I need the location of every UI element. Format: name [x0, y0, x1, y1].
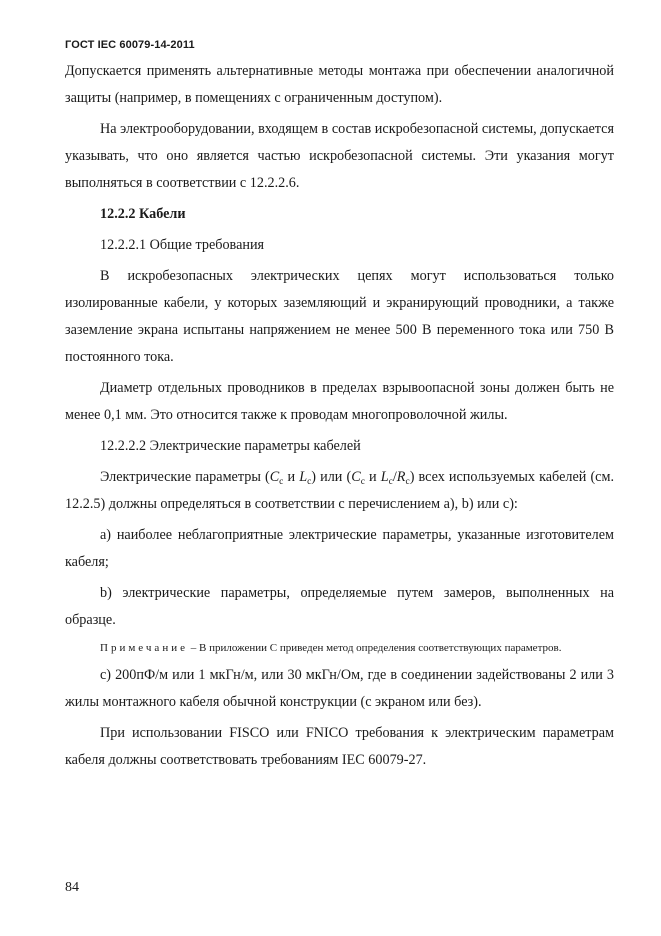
- list-item-c: с) 200пФ/м или 1 мкГн/м, или 30 мкГн/Ом, где в соединении задействованы 2 или 3 жилы монтажного кабеля обычной конструкции (с экраном или без).: [65, 667, 614, 710]
- paragraph-alt-methods: Допускается применять альтернативные методы монтажа при обеспечении аналогичной защиты (например, в помещениях с ограниченным доступом).: [65, 63, 614, 106]
- page-number: 84: [65, 880, 79, 895]
- paragraph-insulated-cables: В искробезопасных электрических цепях могут использоваться только изолированные кабели, у которых заземляющий и экранирующий проводники, а также заземление экрана испытаны напряжением не менее 500 В переменного тока или 750 В постоянного тока.: [65, 268, 614, 365]
- paragraph-cable-params: Электрические параметры ($C_c$ и $L_c$) или ($C_c$ и $L_c/R_c$) всех используемых кабелей (см. 12.2.5) должны определяться в соответствии с перечислением а), b) или с):: [65, 469, 615, 512]
- note-text: – В приложении С приведен метод определения соответствующих параметров.: [187, 642, 562, 654]
- paragraph-conductor-diameter: Диаметр отдельных проводников в пределах взрывоопасной зоны должен быть не менее 0,1 мм. Это относится также к проводам многопроволочной жилы.: [65, 380, 614, 423]
- subsection-heading-general: 12.2.2.1 Общие требования: [100, 237, 265, 253]
- document-header: ГОСТ IEC 60079-14-2011: [65, 39, 195, 51]
- section-heading-cables: 12.2.2 Кабели: [100, 206, 186, 222]
- note: [65, 638, 614, 658]
- subsection-heading-electrical-params: 12.2.2.2 Электрические параметры кабелей: [100, 438, 361, 454]
- document-body: [65, 58, 614, 778]
- list-item-a: а) наиболее неблагоприятные электрические параметры, указанные изготовителем кабеля;: [65, 527, 614, 570]
- list-item-b: b) электрические параметры, определяемые путем замеров, выполненных на образце.: [65, 585, 614, 628]
- note-label: Примечание: [100, 642, 188, 654]
- paragraph-fisco: При использовании FISCO или FNICO требования к электрическим параметрам кабеля должны соответствовать требованиям IEC 60079-27.: [65, 725, 614, 768]
- paragraph-intrinsic-marking: На электрооборудовании, входящем в состав искробезопасной системы, допускается указывать, что оно является частью искробезопасной системы. Эти указания могут выполняться в соответствии с 12.2.2.6.: [65, 121, 614, 191]
